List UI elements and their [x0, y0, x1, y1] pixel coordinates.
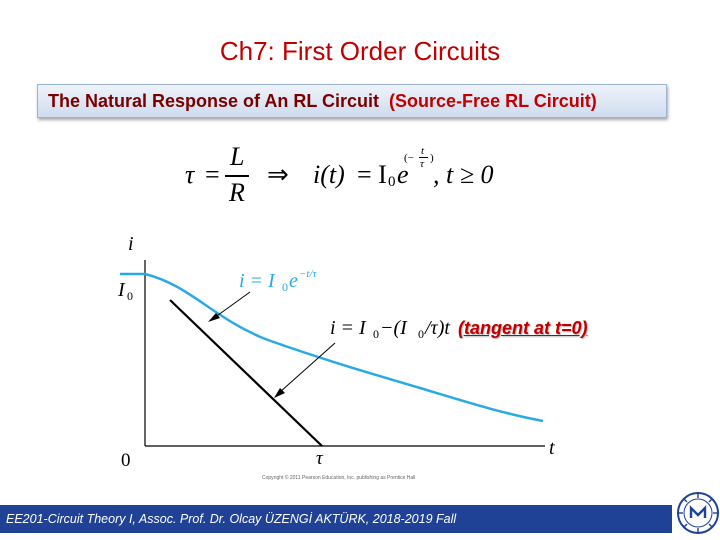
eq-exponent-open: (− [404, 152, 414, 164]
banner-sub-text: (Source-Free RL Circuit) [389, 91, 597, 111]
curve-label-pointer [214, 292, 250, 318]
eq-implies: ⇒ [267, 160, 289, 189]
footer-bar: EE201-Circuit Theory I, Assoc. Prof. Dr. Olcay ÜZENGİ AKTÜRK, 2018-2019 Fall [0, 505, 672, 533]
exponential-decay-curve [120, 274, 543, 421]
eq-numerator-L: L [230, 142, 245, 171]
curve-label-sub: 0 [282, 280, 288, 294]
tangent-label-end: /τ)t [425, 317, 450, 339]
curve-label-e: e [289, 270, 298, 292]
tangent-label-sub: 0 [373, 327, 379, 341]
eq-exponent-tau: τ [420, 158, 424, 170]
eq-sub0: 0 [388, 174, 396, 190]
tangent-label-rest: −(I [380, 317, 407, 339]
eq-tau: τ [185, 160, 195, 189]
eq-exponent-t: t [421, 145, 425, 157]
tangent-note: (tangent at t=0) [458, 318, 588, 338]
y-axis-label: i [128, 233, 134, 255]
copyright-notice: Copyright © 2011 Pearson Education, Inc. publishing as Prentice Hall [262, 475, 416, 481]
banner-main-text: The Natural Response of An RL Circuit [48, 91, 380, 111]
tangent-label-main: i = I [330, 317, 366, 339]
eq-equals: = [205, 160, 220, 189]
university-seal-logo [676, 491, 720, 535]
eq-condition: , t ≥ 0 [433, 160, 494, 189]
tangent-equation-label [330, 317, 450, 341]
i0-label: I [118, 279, 125, 301]
tangent-line [170, 300, 322, 446]
eq-denominator-R: R [229, 178, 245, 207]
curve-label-main: i = I [239, 270, 275, 292]
curve-label-exp: −t/τ [299, 268, 317, 280]
eq-e: e [397, 160, 409, 189]
eq-lhs: i(t) [313, 160, 345, 189]
tau-label: τ [316, 448, 323, 469]
x-axis-label: t [549, 437, 555, 459]
curve-equation-label [239, 268, 318, 294]
i0-sub: 0 [127, 289, 133, 303]
origin-label: 0 [121, 450, 131, 471]
eq-rhs: = I [357, 160, 387, 189]
slide-title: Ch7: First Order Circuits [219, 36, 501, 66]
tangent-label-pointer [280, 343, 335, 392]
eq-exponent-close: ) [430, 152, 434, 164]
tangent-label-sub2: 0 [418, 327, 424, 341]
